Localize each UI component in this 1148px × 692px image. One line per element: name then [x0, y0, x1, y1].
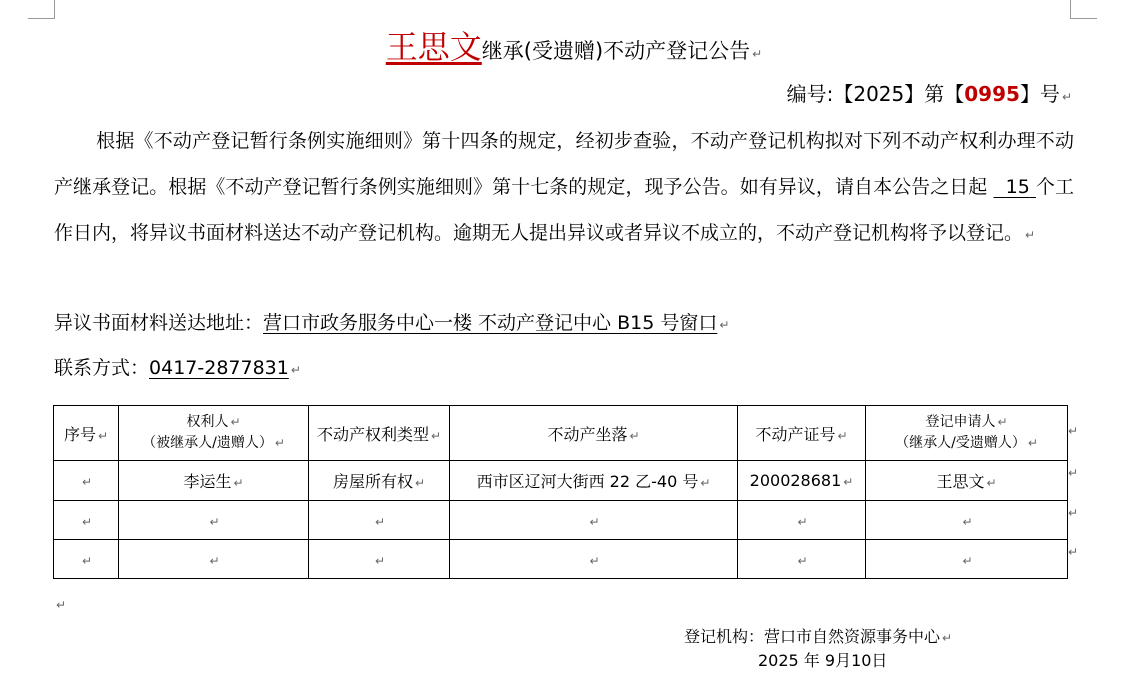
- cell-applicant: 王思文 ↵: [866, 461, 1068, 501]
- objection-days: 15: [1005, 176, 1030, 198]
- notice-title: [0, 22, 1148, 68]
- empty-cell: ↵: [54, 501, 119, 540]
- body-text-part1: 根据《不动产登记暂行条例实施细则》第十四条的规定，经初步查验，不动产登记机构拟对下列不动产权利办理不动产继承登记。根据《不动产登记暂行条例实施细则》第十七条的规定，现予公告。如有异议，请自本公告之日起: [54, 130, 1074, 198]
- paragraph-mark-icon: ↵: [752, 47, 763, 61]
- notice-number-suffix: 】号: [1019, 82, 1060, 106]
- address-value: 营口市政务服务中心一楼 不动产登记中心 B15 号窗口: [263, 312, 718, 334]
- cell-cert-no: 200028681 ↵: [738, 461, 866, 501]
- empty-cell: ↵: [450, 501, 738, 540]
- cell-seq: ↵: [54, 461, 119, 501]
- paragraph-mark-icon: ↵: [719, 318, 730, 332]
- paragraph-mark-icon: ↵: [1025, 228, 1036, 242]
- notice-number-value: 0995: [964, 82, 1020, 106]
- crop-mark-top-right: [1070, 0, 1097, 19]
- header-cert-no: 不动产证号 ↵: [738, 406, 866, 461]
- contact-line: [54, 353, 301, 380]
- empty-cell: ↵: [119, 540, 309, 579]
- body-text-part2: 个工作日内，将异议书面材料送达不动产登记机构。逾期无人提出异议或者异议不成立的，不动产登记机构将予以登记。: [54, 176, 1074, 244]
- cell-location: 西市区辽河大街西 22 乙-40 号 ↵: [450, 461, 738, 501]
- cell-right-type: 房屋所有权 ↵: [309, 461, 450, 501]
- footer-agency: 登记机构：营口市自然资源事务中心 ↵: [684, 627, 953, 646]
- header-holder: 权利人 ↵ （被继承人/遗赠人） ↵: [119, 406, 309, 461]
- empty-cell: ↵: [866, 501, 1068, 540]
- notice-body: [54, 118, 1074, 258]
- address-label: 异议书面材料送达地址：: [54, 312, 264, 334]
- title-text: 继承(受遗赠)不动产登记公告: [481, 39, 751, 63]
- empty-cell: ↵: [119, 501, 309, 540]
- header-applicant: 登记申请人 ↵ （继承人/受遗赠人） ↵: [866, 406, 1068, 461]
- row-end-mark-icon: ↵: [1068, 466, 1079, 480]
- table-row: [54, 501, 1068, 540]
- address-line: [54, 308, 729, 335]
- header-location: 不动产坐落 ↵: [450, 406, 738, 461]
- paragraph-mark-icon: ↵: [1061, 90, 1072, 104]
- row-end-mark-icon: ↵: [1068, 506, 1079, 520]
- notice-number: [787, 78, 1072, 107]
- title-person-name: 王思文: [385, 28, 482, 66]
- header-right-type: 不动产权利类型 ↵: [309, 406, 450, 461]
- empty-cell: ↵: [738, 540, 866, 579]
- cell-holder: 李运生 ↵: [119, 461, 309, 501]
- property-table: [53, 405, 1068, 579]
- table-header-row: [54, 406, 1068, 461]
- row-end-mark-icon: ↵: [1068, 424, 1079, 438]
- empty-cell: ↵: [738, 501, 866, 540]
- crop-mark-top-left: [28, 0, 55, 19]
- notice-number-prefix: 编号:【2025】第【: [786, 82, 965, 106]
- contact-value: 0417-2877831: [149, 357, 289, 379]
- empty-cell: ↵: [866, 540, 1068, 579]
- header-seq: 序号 ↵: [54, 406, 119, 461]
- footer-date: 2025 年 9月10日: [758, 651, 888, 670]
- table-row: [54, 461, 1068, 501]
- contact-label: 联系方式：: [54, 357, 150, 379]
- empty-cell: ↵: [450, 540, 738, 579]
- paragraph-mark-icon: ↵: [56, 598, 67, 612]
- paragraph-mark-icon: ↵: [290, 363, 301, 377]
- empty-cell: ↵: [309, 501, 450, 540]
- empty-cell: ↵: [54, 540, 119, 579]
- row-end-mark-icon: ↵: [1068, 545, 1079, 559]
- table-row: [54, 540, 1068, 579]
- empty-cell: ↵: [309, 540, 450, 579]
